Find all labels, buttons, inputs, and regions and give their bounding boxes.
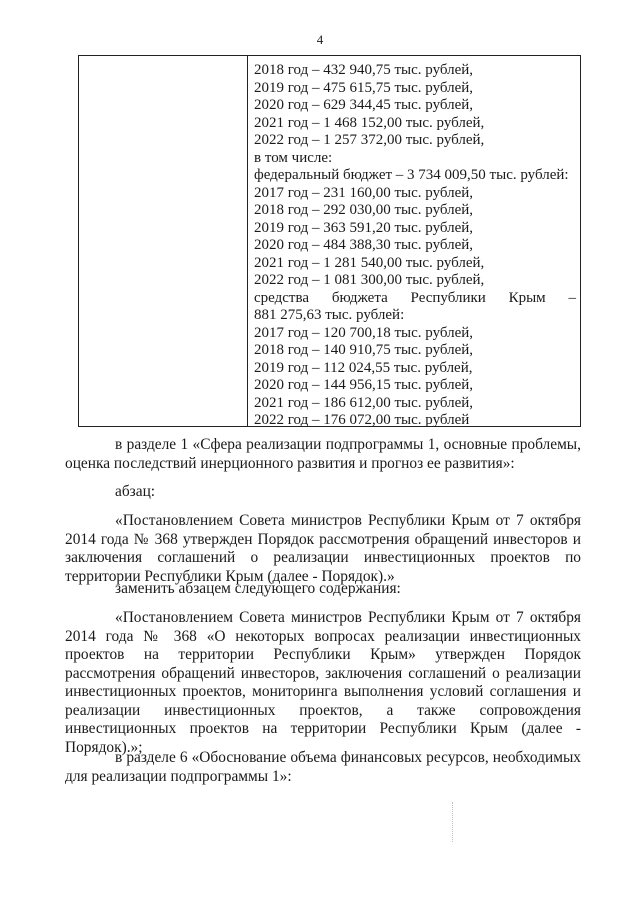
table-line: 2017 год – 120 700,18 тыс. рублей, <box>254 324 474 341</box>
table-line: 2018 год – 140 910,75 тыс. рублей, <box>254 342 474 358</box>
table-line: федеральный бюджет – 3 734 009,50 тыс. рублей: <box>254 167 569 183</box>
table-line: в том числе: <box>254 149 333 166</box>
paragraph: заменить абзацем следующего содержания: <box>115 580 401 597</box>
scan-mark <box>452 802 457 842</box>
word: средства <box>254 289 310 306</box>
table-line: 2021 год – 1 281 540,00 тыс. рублей, <box>254 254 485 271</box>
paragraph-section-1 <box>65 436 581 473</box>
table-line: 2018 год – 432 940,75 тыс. рублей, <box>254 62 474 78</box>
table-left-cell <box>79 56 248 426</box>
table-line: 2022 год – 1 081 300,00 тыс. рублей, <box>254 272 485 288</box>
paragraph: в разделе 6 «Обоснование объема финансовых ресурсов, необходимых для реализации подпрограммы 1»: <box>65 749 581 785</box>
table-line: 2020 год – 484 388,30 тыс. рублей, <box>254 237 474 253</box>
word: Крым <box>508 289 546 306</box>
table-line: 2019 год – 112 024,55 тыс. рублей, <box>254 359 473 376</box>
paragraph-section-6 <box>65 749 581 786</box>
table-line: 2019 год – 475 615,75 тыс. рублей, <box>254 79 474 96</box>
paragraph: в разделе 1 «Сфера реализации подпрограммы 1, основные проблемы, оценка последствий инерционного развития и прогноз ее развития»: <box>65 436 581 472</box>
word: бюджета <box>331 289 388 306</box>
table-line: 2017 год – 231 160,00 тыс. рублей, <box>254 184 474 201</box>
table-line: 2019 год – 363 591,20 тыс. рублей, <box>254 219 474 236</box>
word: Республики <box>410 289 486 306</box>
word: – <box>568 289 576 306</box>
table-line: 2018 год – 292 030,00 тыс. рублей, <box>254 202 474 218</box>
paragraph-abzac <box>65 483 581 502</box>
paragraph-old-text <box>65 512 581 586</box>
paragraph: «Постановлением Совета министров Республики Крым от 7 октября 2014 года № 368 «О некоторых вопросах реализации инвестиционных проектов на территории Республики Крым» утвержден Порядок рассмотрения обращений инвесторов, заключения соглашений о реализации инвестиционных проектов, мониторинга выполнения условий соглашения и реализации инвестиционных проектов, а также сопровождения инвестиционных проектов на территории Республики Крым (далее - Порядок).»; <box>65 609 581 756</box>
paragraph-replace <box>65 580 581 599</box>
paragraph: «Постановлением Совета министров Республики Крым от 7 октября 2014 года № 368 утвержден Порядок рассмотрения обращений инвесторов и заключения соглашений о реализации инвестиционных проектов по территории Республики Крым (далее - Порядок).» <box>65 512 581 585</box>
table-line: 2022 год – 1 257 372,00 тыс. рублей, <box>254 132 485 148</box>
table-line: 2022 год – 176 072,00 тыс. рублей <box>254 412 470 428</box>
republic-budget-heading <box>254 290 576 308</box>
table-line: 2021 год – 186 612,00 тыс. рублей, <box>254 394 474 411</box>
paragraph: абзац: <box>115 483 156 500</box>
page-number: 4 <box>316 32 324 47</box>
table-line: 2020 год – 629 344,45 тыс. рублей, <box>254 97 474 113</box>
table-right-cell <box>254 62 576 430</box>
table-line: 881 275,63 тыс. рублей: <box>254 307 405 323</box>
paragraph-new-text <box>65 609 581 757</box>
table-line: 2021 год – 1 468 152,00 тыс. рублей, <box>254 114 485 131</box>
table-line: 2020 год – 144 956,15 тыс. рублей, <box>254 377 474 393</box>
funding-table <box>78 55 581 427</box>
